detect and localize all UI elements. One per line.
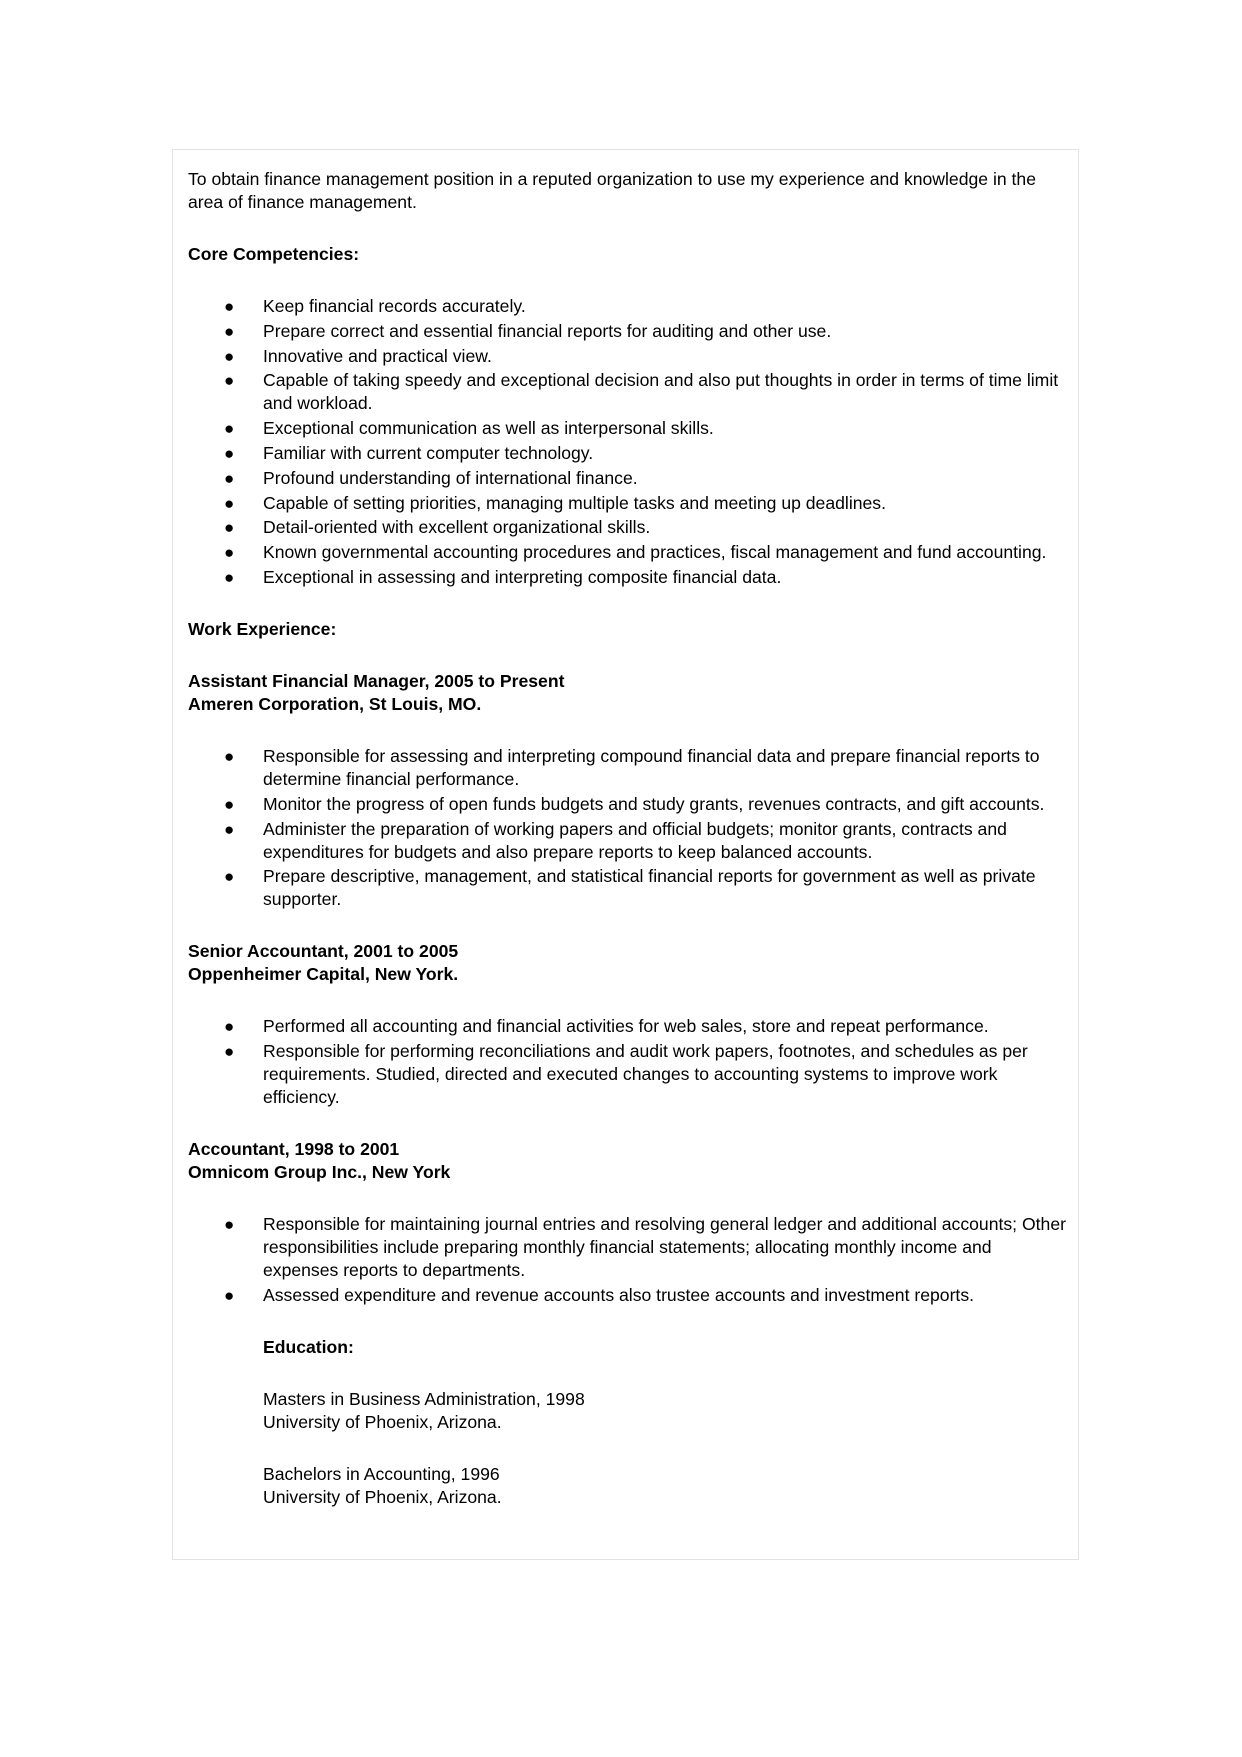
list-item: ● Exceptional in assessing and interpreting composite financial data. — [224, 566, 782, 587]
bullet-icon: ● — [224, 321, 235, 341]
list-item: ● Known governmental accounting procedures and practices, fiscal management and fund accounting. — [224, 542, 1047, 563]
school: University of Phoenix, Arizona. — [263, 1486, 502, 1507]
bullet-icon: ● — [224, 468, 235, 488]
list-item: ● Prepare correct and essential financial reports for auditing and other use. — [224, 320, 832, 341]
bullet-icon: ● — [224, 867, 235, 887]
education-heading: Education: — [263, 1336, 354, 1357]
list-item: ● Profound understanding of international finance. — [224, 467, 638, 488]
bullet-icon: ● — [224, 746, 235, 766]
education-entry — [263, 1388, 1068, 1434]
bullet-icon: ● — [224, 1285, 235, 1305]
bullet-icon: ● — [224, 1042, 235, 1062]
bullet-icon: ● — [224, 371, 235, 391]
list-item: ● Keep financial records accurately. — [224, 296, 526, 316]
core-competencies-heading: Core Competencies: — [188, 244, 360, 264]
resume-body — [188, 168, 1068, 1509]
degree: Bachelors in Accounting, 1996 — [263, 1463, 500, 1484]
bullet-icon: ● — [224, 1017, 235, 1037]
job-header — [188, 1138, 1068, 1184]
bullet-icon: ● — [224, 493, 235, 513]
job-title: Assistant Financial Manager, 2005 to Present — [188, 670, 565, 691]
list-item: ● Prepare descriptive, management, and statistical financial reports for government as well as private supporter. — [224, 866, 1036, 910]
list-item: ● Performed all accounting and financial activities for web sales, store and repeat performance. — [224, 1016, 989, 1037]
bullet-icon: ● — [224, 819, 235, 839]
bullet-icon: ● — [224, 567, 235, 587]
list-item: ● Responsible for performing reconciliations and audit work papers, footnotes, and schedules as per requirements. Studied, directed and executed changes to accounting systems to improve work efficiency. — [224, 1041, 1028, 1108]
list-item: ● Detail-oriented with excellent organizational skills. — [224, 517, 651, 538]
bullet-icon: ● — [224, 346, 235, 366]
education-entry — [263, 1463, 1068, 1509]
job-duties-list — [188, 1015, 1068, 1109]
bullet-icon: ● — [224, 543, 235, 563]
list-item: ● Responsible for assessing and interpreting compound financial data and prepare financial reports to determine financial performance. — [224, 745, 1040, 789]
bullet-icon: ● — [224, 297, 235, 316]
bullet-icon: ● — [224, 794, 235, 814]
objective-text: To obtain finance management position in a reputed organization to use my experience and knowledge in the area of finance management. — [188, 169, 1036, 212]
list-item: ● Administer the preparation of working papers and official budgets; monitor grants, contracts and expenditures for budgets and also prepare reports to keep balanced accounts. — [224, 818, 1007, 862]
degree: Masters in Business Administration, 1998 — [263, 1388, 585, 1409]
job-title: Senior Accountant, 2001 to 2005 — [188, 941, 459, 962]
list-item: ● Exceptional communication as well as interpersonal skills. — [224, 418, 714, 439]
list-item: ● Capable of taking speedy and exceptional decision and also put thoughts in order in terms of time limit and workload. — [224, 370, 1059, 414]
bullet-icon: ● — [224, 1215, 235, 1235]
job-duties-list — [188, 745, 1068, 911]
list-item: ● Assessed expenditure and revenue accounts also trustee accounts and investment reports. — [224, 1284, 975, 1305]
bullet-icon: ● — [224, 443, 235, 463]
bullet-icon: ● — [224, 419, 235, 439]
list-item: ● Capable of setting priorities, managing multiple tasks and meeting up deadlines. — [224, 492, 886, 513]
work-experience-heading: Work Experience: — [188, 618, 337, 639]
bullet-icon: ● — [224, 518, 235, 538]
list-item: ● Responsible for maintaining journal entries and resolving general ledger and additional accounts; Other responsibilities include preparing monthly financial statements; allocating monthly income and expenses reports to departments. — [224, 1214, 1066, 1281]
school: University of Phoenix, Arizona. — [263, 1411, 502, 1432]
list-item: ● Familiar with current computer technology. — [224, 442, 594, 463]
education-section — [263, 1336, 1068, 1509]
job-company: Ameren Corporation, St Louis, MO. — [188, 693, 482, 714]
list-item: ● Innovative and practical view. — [224, 345, 492, 366]
job-duties-list — [188, 1213, 1068, 1307]
competencies-list — [188, 295, 1068, 589]
job-header — [188, 940, 1068, 986]
job-company: Oppenheimer Capital, New York. — [188, 964, 459, 985]
job-title: Accountant, 1998 to 2001 — [188, 1139, 400, 1160]
job-header — [188, 670, 1068, 716]
list-item: ● Monitor the progress of open funds budgets and study grants, revenues contracts, and gift accounts. — [224, 793, 1045, 814]
job-company: Omnicom Group Inc., New York — [188, 1162, 451, 1183]
